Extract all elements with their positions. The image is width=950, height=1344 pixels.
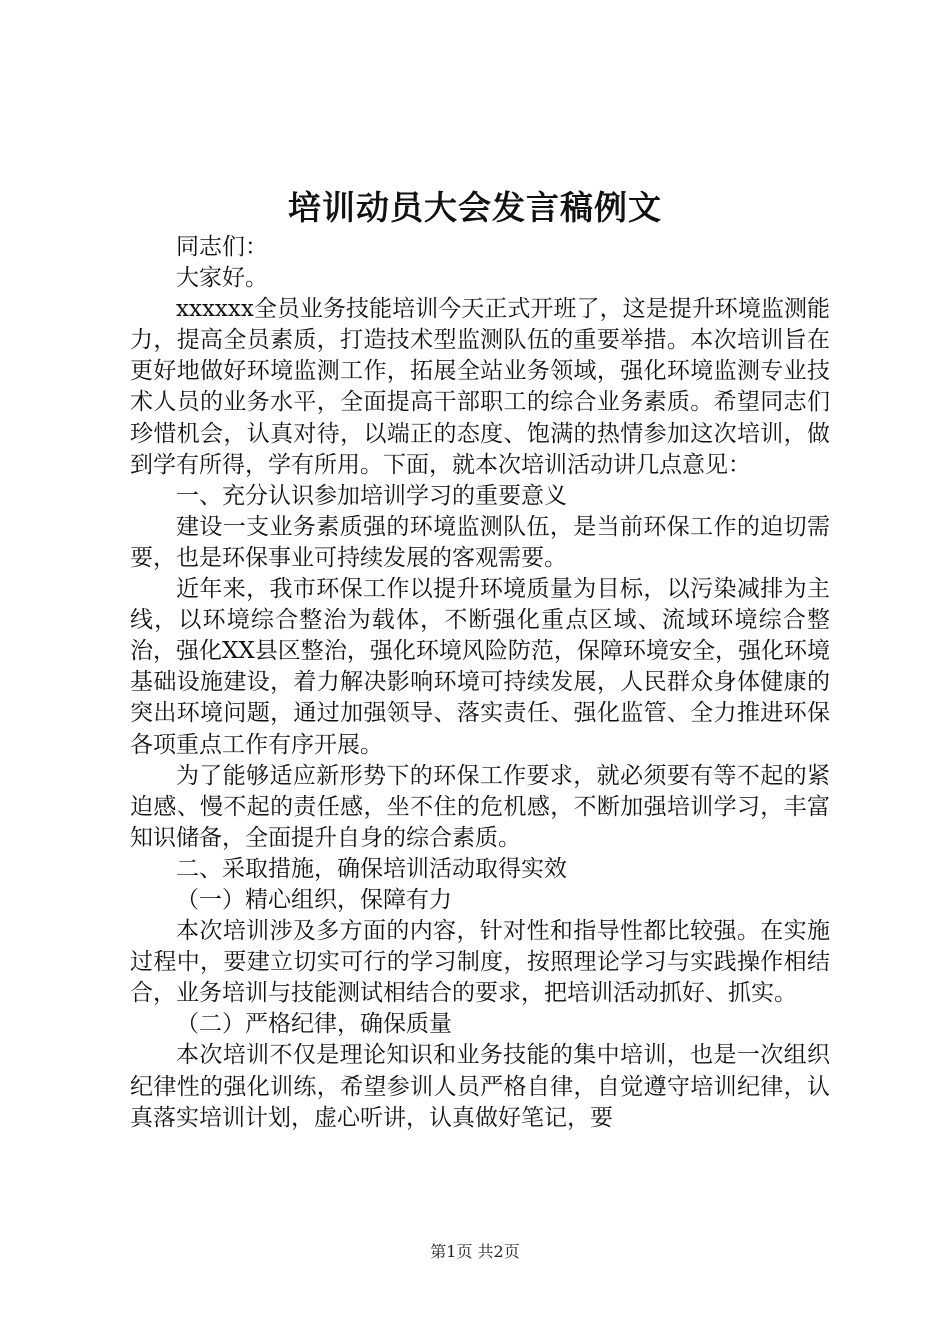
subsection-heading: （二）严格纪律，确保质量 (176, 1011, 452, 1038)
section-heading: 二、采取措施，确保培训活动取得实效 (176, 855, 567, 882)
subsection-heading: （一）精心组织，保障有力 (176, 886, 452, 913)
paragraph: xxxxxx全员业务技能培训今天正式开班了，这是提升环境监测能力，提高全员素质，打造技术型监测队伍的重要举措。本次培训旨在更好地做好环境监测工作，拓展全站业务领域，强化环境监测专业技术人员的业务水平，全面提高干部职工的综合业务素质。希望同志们珍惜机会，认真对待，以端正的态度、饱满的热情参加这次培训，做到学有所得，学有所用。下面，就本次培训活动讲几点意见： (130, 296, 830, 478)
paragraph: 近年来，我市环保工作以提升环境质量为目标，以污染减排为主线，以环境综合整治为载体，不断强化重点区域、流域环境综合整治，强化XX县区整治，强化环境风险防范，保障环境安全，强化环境基础设施建设，着力解决影响环境可持续发展，人民群众身体健康的突出环境问题，通过加强领导、落实责任、强化监管、全力推进环保各项重点工作有序开展。 (130, 576, 830, 758)
section-heading: 一、充分认识参加培训学习的重要意义 (176, 482, 567, 509)
document-title: 培训动员大会发言稿例文 (288, 188, 662, 227)
paragraph: 本次培训涉及多方面的内容，针对性和指导性都比较强。在实施过程中，要建立切实可行的学习制度，按照理论学习与实践操作相结合，业务培训与技能测试相结合的要求，把培训活动抓好、抓实。 (130, 918, 830, 1007)
paragraph: 为了能够适应新形势下的环保工作要求，就必须要有等不起的紧迫感、慢不起的责任感，坐不住的危机感，不断加强培训学习，丰富知识储备，全面提升自身的综合素质。 (130, 762, 830, 851)
page-footer: 第1页 共2页 (430, 1242, 520, 1261)
paragraph: 本次培训不仅是理论知识和业务技能的集中培训，也是一次组织纪律性的强化训练，希望参训人员严格自律，自觉遵守培训纪律，认真落实培训计划，虚心听讲，认真做好笔记，要 (130, 1042, 830, 1131)
paragraph-salutation: 同志们： (176, 234, 268, 260)
paragraph-greeting: 大家好。 (176, 265, 268, 292)
document-body (130, 232, 830, 1134)
paragraph: 建设一支业务素质强的环境监测队伍，是当前环保工作的迫切需要，也是环保事业可持续发展的客观需要。 (130, 513, 830, 571)
